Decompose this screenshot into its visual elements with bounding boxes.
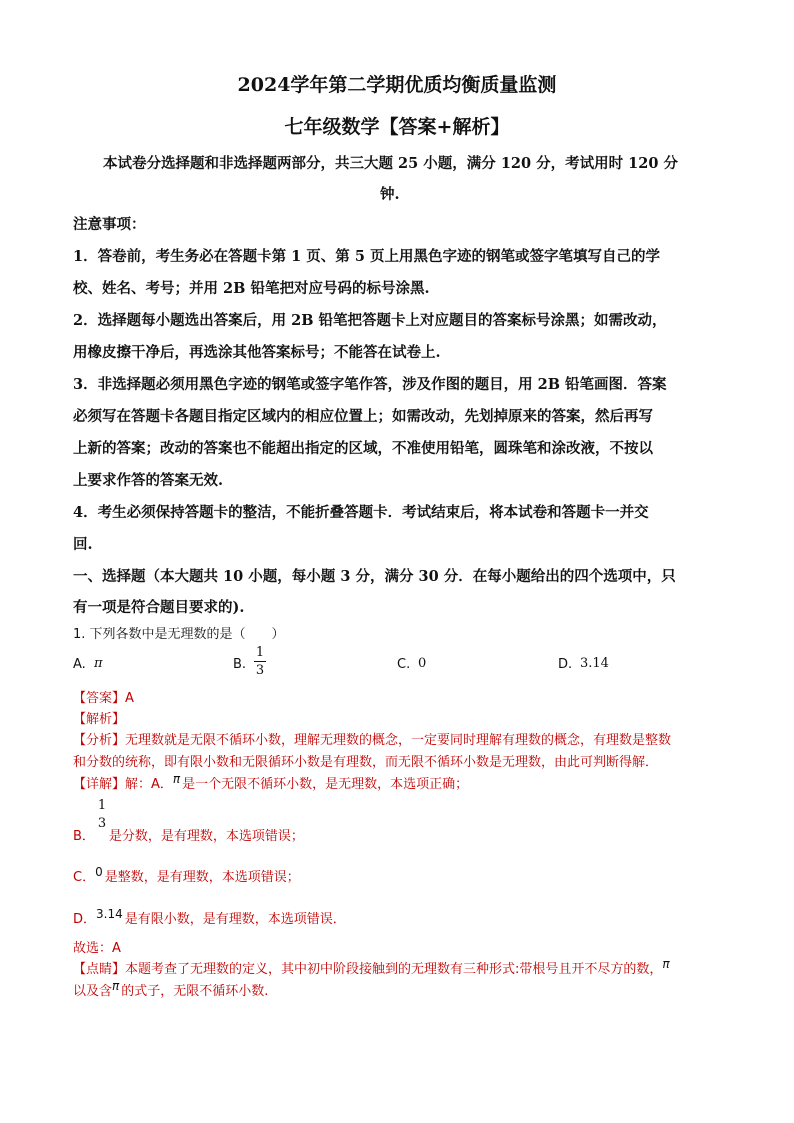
- dianjing-line-1: [73, 958, 672, 977]
- notes-line: 用橡皮擦干净后，再选涂其他答案标号；不能答在试卷上.: [73, 344, 441, 361]
- notes-line: 3．非选择题必须用黑色字迹的钢笔或签字笔作答，涉及作图的题目，用 2B 铅笔画图．答案: [73, 376, 667, 393]
- notes-line: 校、姓名、考号；并用 2B 铅笔把对应号码的标号涂黑.: [73, 280, 430, 297]
- option-c-value: 0: [418, 656, 427, 671]
- detail-c-label: C．: [73, 870, 96, 885]
- notes-line: 1．答卷前，考生务必在答题卡第 1 页、第 5 页上用黑色字迹的钢笔或签字笔填写自己的学: [73, 248, 660, 265]
- dianjing-text-2b: 的式子，无限不循环小数.: [121, 984, 269, 999]
- option-d-value: 3.14: [580, 656, 609, 671]
- pi-symbol: π: [662, 957, 670, 971]
- detail-prefix: 【详解】解：A．: [73, 777, 173, 792]
- detail-line-c: [73, 866, 300, 885]
- option-a-label: A.: [73, 657, 86, 672]
- detail-d-math: 3.14: [96, 907, 123, 921]
- choose-line: 故选：A: [73, 941, 121, 956]
- option-d-label: D.: [558, 657, 573, 672]
- fraction-numerator: 1: [97, 798, 107, 813]
- analysis-heading: 【解析】: [73, 712, 126, 727]
- dianjing-text-1: 【点睛】本题考查了无理数的定义，其中初中阶段接触到的无理数有三种形式:带根号且开不尽方的数，: [73, 962, 663, 977]
- option-b-fraction: [254, 645, 266, 678]
- detail-line-d: [73, 908, 346, 927]
- notes-line: 上要求作答的答案无效.: [73, 472, 224, 489]
- detail-c-math: 0: [95, 865, 103, 879]
- option-c-label: C.: [397, 657, 411, 672]
- fraction-numerator: 1: [255, 645, 265, 660]
- detail-d-rest: 是有限小数，是有理数，本选项错误．: [124, 912, 346, 927]
- option-a-value: π: [94, 656, 103, 671]
- fraction-denominator: 3: [255, 663, 265, 678]
- detail-a-rest: 是一个无限不循环小数，是无理数，本选项正确；: [182, 777, 469, 792]
- notes-line: 回.: [73, 536, 93, 553]
- pi-symbol: π: [172, 772, 181, 786]
- answer-line: 【答案】A: [73, 691, 134, 706]
- notes-line: 2．选择题每小题选出答案后，用 2B 铅笔把答题卡上对应题目的答案标号涂黑；如需改动，: [73, 312, 667, 329]
- detail-b-rest: 是分数，是有理数，本选项错误；: [108, 829, 304, 844]
- fraction-denominator: 3: [97, 816, 107, 831]
- notes-line: 4．考生必须保持答题卡的整洁，不能折叠答题卡．考试结束后，将本试卷和答题卡一并交: [73, 504, 649, 521]
- question-stem: 1. 下列各数中是无理数的是（ ）: [73, 627, 285, 642]
- fenxi-line-1: 【分析】无理数就是无限不循环小数，理解无理数的概念，一定要同时理解有理数的概念，有理数是整数: [73, 733, 672, 748]
- notes-line: 上新的答案；改动的答案也不能超出指定的区域，不准使用铅笔，圆珠笔和涂改液，不按以: [73, 440, 653, 457]
- intro-line-1: 本试卷分选择题和非选择题两部分，共三大题 25 小题，满分 120 分，考试用时 120 分: [103, 155, 678, 172]
- dianjing-line-2: [73, 980, 268, 999]
- fraction-bar: [96, 814, 108, 815]
- fraction-bar: [254, 661, 266, 662]
- option-b-label: B.: [233, 657, 247, 672]
- pi-symbol: π: [112, 979, 120, 993]
- detail-d-label: D．: [73, 912, 97, 927]
- detail-b-label: B．: [73, 829, 95, 844]
- detail-line-a: [73, 773, 468, 792]
- detail-c-rest: 是整数，是有理数，本选项错误；: [104, 870, 300, 885]
- section-heading-line-2: 有一项是符合题目要求的).: [73, 599, 245, 616]
- section-heading-line-1: 一、选择题（本大题共 10 小题，每小题 3 分，满分 30 分．在每小题给出的四个选项中，只: [73, 568, 676, 585]
- dianjing-text-2a: 以及含: [73, 984, 113, 999]
- page-subtitle: 七年级数学【答案+解析】: [284, 116, 510, 138]
- notes-heading: 注意事项：: [73, 216, 146, 233]
- detail-line-b: [73, 825, 304, 844]
- fenxi-line-2: 和分数的统称，即有限小数和无限循环小数是有理数，而无限不循环小数是无理数，由此可判断得解．: [73, 755, 659, 770]
- notes-line: 必须写在答题卡各题目指定区域内的相应位置上；如需改动，先划掉原来的答案，然后再写: [73, 408, 653, 425]
- intro-line-2: 钟.: [380, 186, 400, 203]
- page-title: 2024学年第二学期优质均衡质量监测: [237, 74, 557, 96]
